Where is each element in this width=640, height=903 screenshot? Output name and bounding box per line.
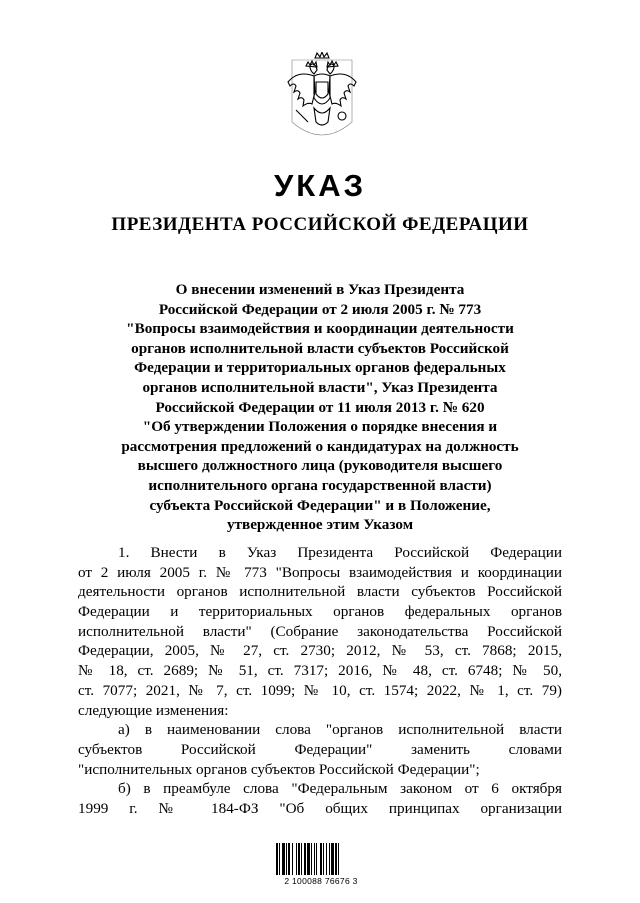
decree-body bbox=[78, 543, 562, 819]
heading-line: исполнительного органа государственной власти) bbox=[148, 476, 492, 494]
body-line: 1. Внести в Указ Президента Российской Федерации bbox=[118, 544, 562, 561]
heading-line: высшего должностного лица (руководителя высшего bbox=[137, 457, 503, 475]
heading-line: органов исполнительной власти", Указ Президента bbox=[142, 378, 498, 396]
heading-line: Федерации и территориальных органов федеральных bbox=[134, 359, 506, 377]
body-line: Федерации и территориальных органов федеральных органов bbox=[78, 603, 562, 621]
heading-line: О внесении изменений в Указ Президента bbox=[175, 281, 465, 298]
emblem-icon bbox=[284, 52, 360, 142]
body-line: ст. 7077; 2021, № 7, ст. 1099; № 10, ст. 1574; 2022, № 1, ст. 79) bbox=[78, 681, 562, 699]
body-line: 1999 г. № 184-ФЗ "Об общих принципах организации bbox=[78, 799, 562, 817]
heading-line: органов исполнительной власти субъектов Российской bbox=[131, 339, 509, 357]
body-line: б) в преамбуле слова "Федеральным законом от 6 октября bbox=[118, 780, 562, 798]
heading-line: Российской Федерации от 2 июля 2005 г. № 773 bbox=[158, 300, 482, 318]
heading-line: субъекта Российской Федерации" и в Положение, bbox=[149, 496, 491, 514]
body-line: № 18, ст. 2689; № 51, ст. 7317; 2016, № 48, ст. 6748; № 50, bbox=[78, 662, 562, 680]
heading-line: утвержденное этим Указом bbox=[226, 516, 414, 534]
body-line: от 2 июля 2005 г. № 773 "Вопросы взаимодействия и координации bbox=[78, 563, 562, 581]
body-line: деятельности органов исполнительной власти субъектов Российской bbox=[78, 583, 562, 601]
barcode-icon bbox=[276, 843, 366, 875]
body-line: а) в наименовании слова "органов исполнительной власти bbox=[118, 721, 562, 739]
body-line: исполнительной власти" (Собрание законодательства Российской bbox=[78, 622, 562, 640]
body-line: Федерации, 2005, № 27, ст. 2730; 2012, № 53, ст. 7868; 2015, bbox=[78, 642, 562, 660]
body-line: "исполнительных органов субъектов Российской Федерации"; bbox=[78, 760, 480, 778]
decree-heading bbox=[90, 280, 550, 535]
body-line: субъектов Российской Федерации" заменить словами bbox=[78, 740, 562, 758]
body-line: следующие изменения: bbox=[78, 701, 229, 719]
barcode-number: 2 100088 76676 3 bbox=[284, 876, 358, 886]
heading-line: "Вопросы взаимодействия и координации деятельности bbox=[126, 320, 514, 338]
heading-line: рассмотрения предложений о кандидатурах на должность bbox=[121, 437, 519, 455]
heading-line: "Об утверждении Положения о порядке внесения и bbox=[142, 418, 498, 436]
decree-title: УКАЗ bbox=[273, 168, 366, 203]
heading-line: Российской Федерации от 11 июля 2013 г. № 620 bbox=[155, 398, 485, 416]
decree-issuer: ПРЕЗИДЕНТА РОССИЙСКОЙ ФЕДЕРАЦИИ bbox=[111, 214, 529, 235]
